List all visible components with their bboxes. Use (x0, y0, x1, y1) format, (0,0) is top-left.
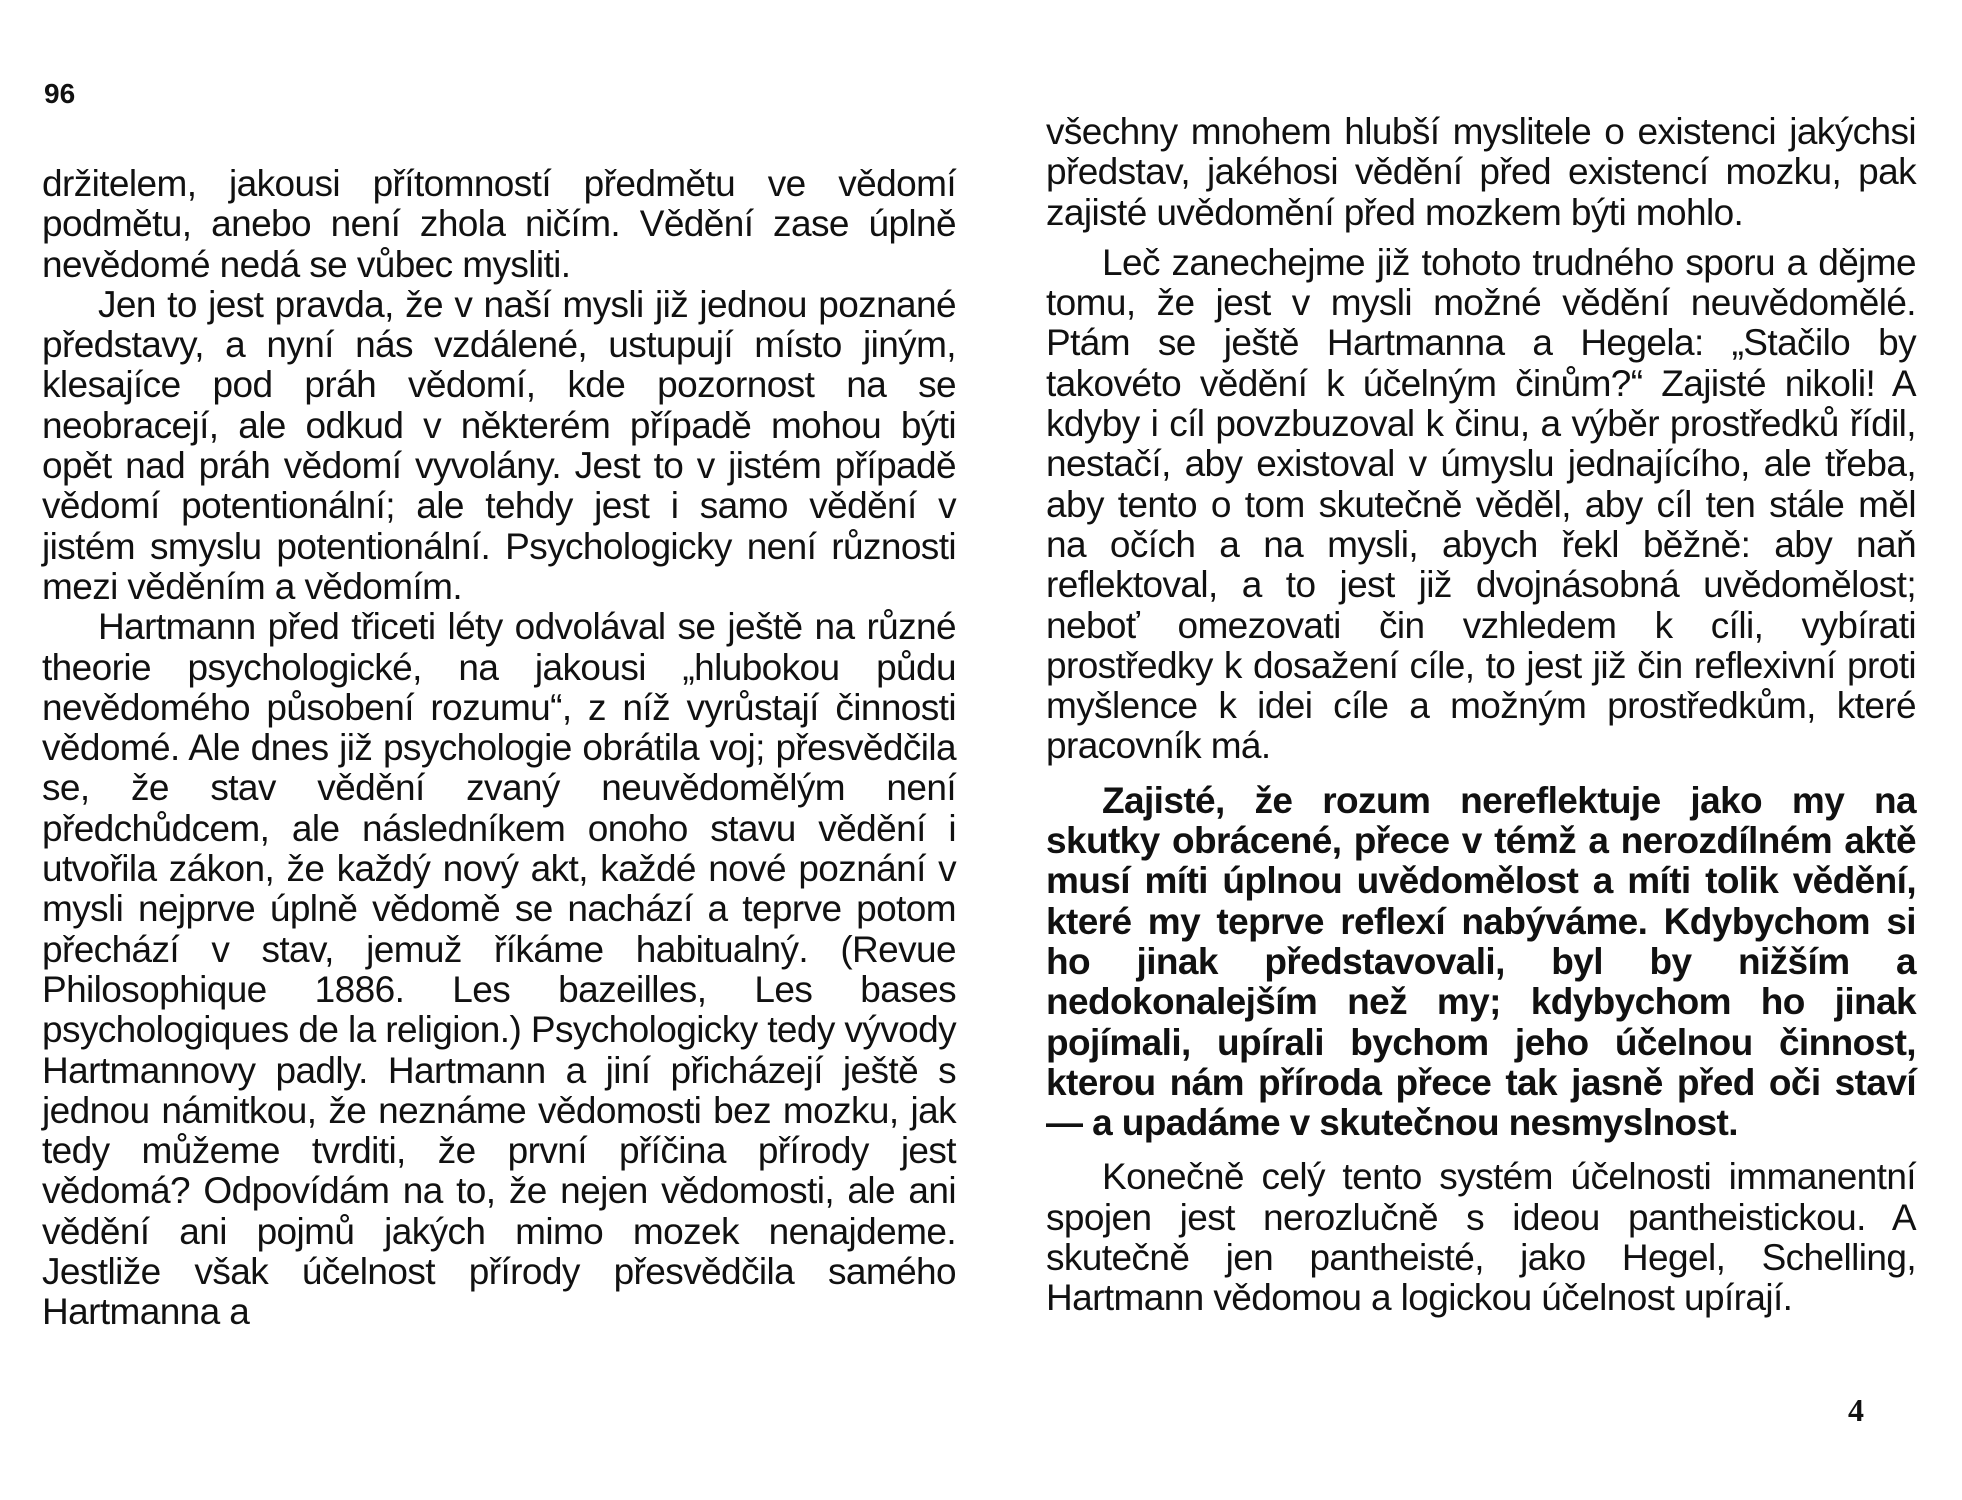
paragraph: Konečně celý tento systém účelnosti immanentní spojen jest nerozlučně s ideou pantheistickou. A skutečně jen pantheisté, jako Hegel, Schelling, Hartmann vědomou a logickou účelnost upírají. (1046, 1156, 1916, 1319)
paragraph: Jen to jest pravda, že v naší mysli již jednou poznané představy, a nyní nás vzdálené, ustupují místo jiným, klesajíce pod práh vědomí, kde pozornost na se neobracejí, ale odkud v některém případě mohou býti opět nad práh vědomí vyvolány. Jest to v jistém případě vědomí potentionální; ale tehdy jest i samo vědění v jistém smyslu potentionální. Psychologicky není různosti mezi věděním a vědomím. (42, 283, 956, 607)
left-page-text (42, 164, 956, 1333)
paragraph: Leč zanechejme již tohoto trudného sporu a dějme tomu, že jest v mysli možné vědění neuvědomělé. Ptám se ještě Hartmanna a Hegela: „Stačilo by takovéto vědění k účelným činům?“ Zajisté nikoli! A kdyby i cíl povzbuzoval k činu, a výběr prostředků řídil, nestačí, aby existoval v úmyslu jednajícího, ale třeba, aby tento o tom skutečně věděl, aby cíl ten stále měl na očích a na mysli, abych řekl běžně: aby naň reflektoval, a to jest již dvojnásobná uvědomělost; neboť omezovati čin vzhledem k cíli, vybírati prostředky k dosažení cíle, to jest již čin reflexivní proti myšlence k idei cíle a možným prostředkům, které pracovník má. (1046, 241, 1916, 767)
paragraph: Hartmann před třiceti léty odvolával se ještě na různé theorie psychologické, na jakousi „hlubokou půdu nevědomého působení rozumu“, z níž vyrůstají činnosti vědomé. Ale dnes již psychologie obrátila voj; přesvědčila se, že stav vědění zvaný neuvědomělým není předchůdcem, ale následníkem onoho stavu vědění i utvořila zákon, že každý nový akt, každé nové poznání v mysli nejprve úplně vědomě se nachází a teprve potom přechází v stav, jemuž říkáme habitualný. (Revue Philosophique 1886. Les bazeilles, Les bases psychologiques de la religion.) Psychologicky tedy vývody Hartmannovy padly. Hartmann a jiní přicházejí ještě s jednou námitkou, že neznáme vědomosti bez mozku, jak tedy můžeme tvrditi, že první příčina přírody jest vědomá? Odpovídám na to, že nejen vědomosti, ale ani vědění ani pojmů jakých mimo mozek nenajdeme. Jestliže však účelnost přírody přesvědčila samého Hartmanna a (42, 606, 956, 1333)
page-number-left: 96 (44, 78, 76, 109)
paragraph: všechny mnohem hlubší myslitele o existenci jakýchsi představ, jakéhosi vědění před existencí mozku, pak zajisté uvědomění před mozkem býti mohlo. (1046, 111, 1916, 233)
page-number-right: 4 (1848, 1392, 1864, 1428)
paragraph: držitelem, jakousi přítomností předmětu ve vědomí podmětu, anebo není zhola ničím. Vědění zase úplně nevědomé nedá se vůbec mysliti. (42, 163, 956, 285)
right-page-text (1046, 112, 1916, 1319)
paragraph: Zajisté, že rozum nereflektuje jako my na skutky obrácené, přece v témž a nerozdílném aktě musí míti úplnou uvědomělost a míti tolik vědění, které my teprve reflexí nabýváme. Kdybychom si ho jinak představovali, byl by nižším a nedokonalejším než my; kdybychom ho jinak pojímali, upírali bychom jeho účelnou činnost, kterou nám příroda přece tak jasně před oči staví — a upadáme v skutečnou nesmyslnost. (1046, 779, 1916, 1144)
